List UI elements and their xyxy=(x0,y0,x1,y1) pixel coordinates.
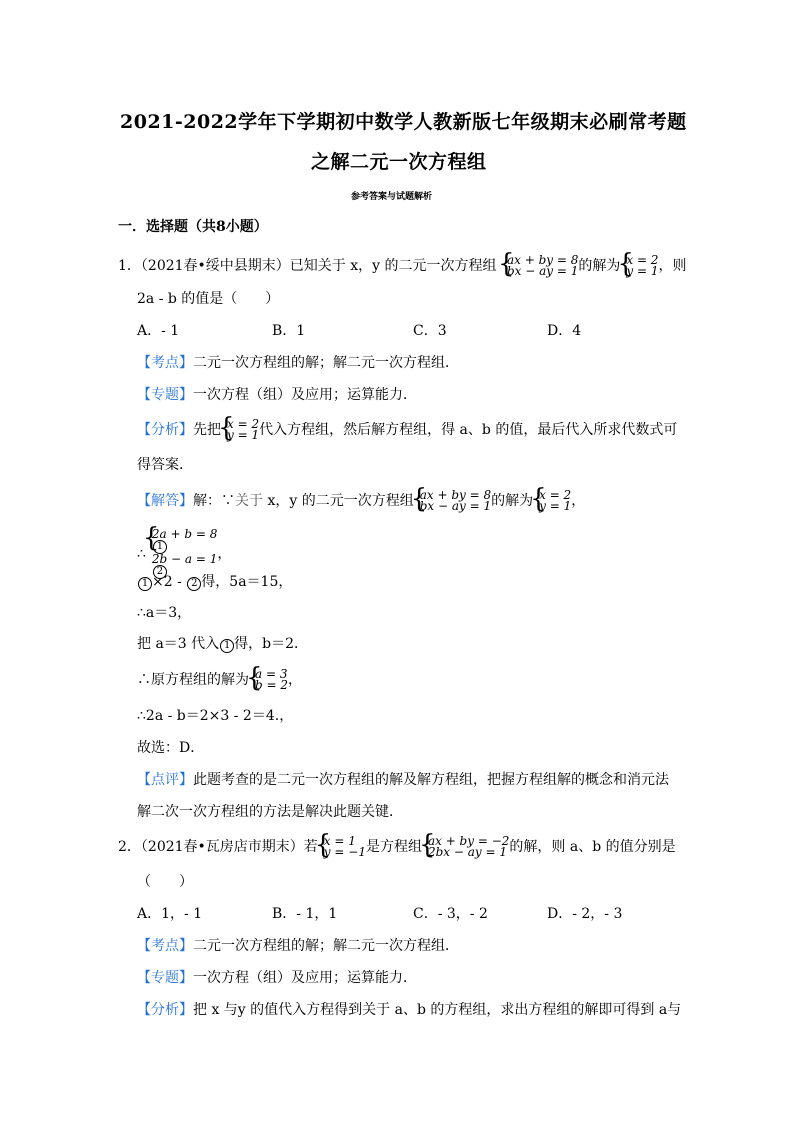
circled-number-2: 2 xyxy=(153,565,167,579)
zhuanti-tag: 【专题】 xyxy=(137,387,193,403)
fenxi-tag: 【分析】 xyxy=(137,1002,193,1018)
q1-stem-a: 1．（2021春•绥中县期末）已知关于 xyxy=(118,258,346,274)
q1-option-a: A．- 1 xyxy=(137,323,180,339)
q1-step5: ∴原方程组的解为 { a = 3 b = 2 ， xyxy=(137,669,302,691)
q1-step1: ∴ { 2a + b = 8 1 2b − a = 1 2 ， xyxy=(137,529,231,579)
q1-jieda-system: { ax + by = 8 bx − ay = 1 xyxy=(414,490,491,512)
q1-stem xyxy=(118,255,686,277)
page-title-line2: 之解二元一次方程组 xyxy=(311,151,487,173)
q2-option-d: D．- 2，- 3 xyxy=(547,906,623,922)
q1-step4: 把 a＝3 代入 1 得，b＝2． xyxy=(137,636,309,652)
q1-step1-system: { 2a + b = 8 1 2b − a = 1 2 xyxy=(146,529,217,579)
q1-solution-system: { x = 2 y = 1 xyxy=(620,255,658,277)
dianping-tag: 【点评】 xyxy=(137,772,193,788)
q2-option-c: C．- 3，- 2 xyxy=(413,906,488,922)
q1-jieda-solution: { x = 2 y = 1 xyxy=(533,490,571,512)
q1-dianping-line2: 解二次一次方程组的方法是解决此题关键． xyxy=(137,804,403,820)
q1-fenxi-line2: 得答案． xyxy=(137,457,193,473)
q2-solution-system: { x = 1 y = −1 xyxy=(318,836,366,858)
q1-jieda: 【解答】解：∵关于 x，y 的二元一次方程组 { ax + by = 8 bx − ay = 1 的解为 { x = 2 y = 1 ， xyxy=(137,490,585,512)
q1-stem-c: 的解为 xyxy=(578,258,621,274)
q1-dianping: 【点评】此题考查的是二元一次方程组的解及解方程组，把握方程组解的概念和消元法 xyxy=(137,772,669,788)
q2-equation-system: { ax + by = −2 2bx − ay = 1 xyxy=(422,836,509,858)
circled-number-2: 2 xyxy=(187,577,201,591)
q2-stem: 2．（2021春•瓦房店市期末）若 { x = 1 y = −1 是方程组 { ax + by = −2 2bx − ay = 1 的解，则 a、b 的值分别是 xyxy=(118,836,676,858)
circled-number-1: 1 xyxy=(138,577,152,591)
q1-step6: ∴2a - b＝2×3 - 2＝4.， xyxy=(137,708,294,724)
zhuanti-tag: 【专题】 xyxy=(137,970,193,986)
q2-fenxi: 【分析】把 x 与y 的值代入方程得到关于 a、b 的方程组，求出方程组的解即可得到 a与 xyxy=(137,1002,682,1018)
q2-option-b: B．- 1，1 xyxy=(272,906,338,922)
section-heading: 一．选择题（共8小题） xyxy=(118,219,268,235)
q1-stem-b: x，y 的二元一次方程组 xyxy=(350,258,497,274)
q1-step3: ∴a＝3， xyxy=(137,605,192,621)
q1-stem-line2: 2a - b 的值是（ ） xyxy=(137,291,280,307)
q2-zhuanti: 【专题】一次方程（组）及应用；运算能力． xyxy=(137,970,417,986)
q1-step5-system: { a = 3 b = 2 xyxy=(249,669,288,691)
q1-option-c: C．3 xyxy=(413,323,447,339)
circled-number-1: 1 xyxy=(220,639,234,653)
q1-step7: 故选：D． xyxy=(137,740,205,756)
fenxi-tag: 【分析】 xyxy=(137,422,193,438)
kaodian-tag: 【考点】 xyxy=(137,355,193,371)
q1-zhuanti: 【专题】一次方程（组）及应用；运算能力． xyxy=(137,387,417,403)
q1-equation-system: { ax + by = 8 bx − ay = 1 xyxy=(501,255,578,277)
q1-step2: 1 ×2 - 2 得，5a＝15， xyxy=(137,573,292,591)
q1-fenxi: 【分析】先把 { x = 2 y = 1 代入方程组，然后解方程组，得 a、b 的值，最后代入所求代数式可 xyxy=(137,419,677,441)
subtitle: 参考答案与试题解析 xyxy=(351,192,433,202)
q2-option-a: A．1，- 1 xyxy=(137,906,203,922)
q1-kaodian: 【考点】二元一次方程组的解；解二元一次方程组． xyxy=(137,355,459,371)
kaodian-tag: 【考点】 xyxy=(137,938,193,954)
q1-option-d: D．4 xyxy=(547,323,582,339)
q1-fenxi-system: { x = 2 y = 1 xyxy=(221,419,259,441)
q2-stem-line2: （ ） xyxy=(137,874,193,890)
jieda-tag: 【解答】 xyxy=(137,493,193,509)
q1-stem-d: ，则 xyxy=(658,258,687,274)
circled-number-1: 1 xyxy=(153,540,167,554)
q2-kaodian: 【考点】二元一次方程组的解；解二元一次方程组． xyxy=(137,938,459,954)
page-title: 2021-2022学年下学期初中数学人教新版七年级期末必刷常考题 xyxy=(120,111,687,133)
q1-option-b: B．1 xyxy=(272,323,306,339)
